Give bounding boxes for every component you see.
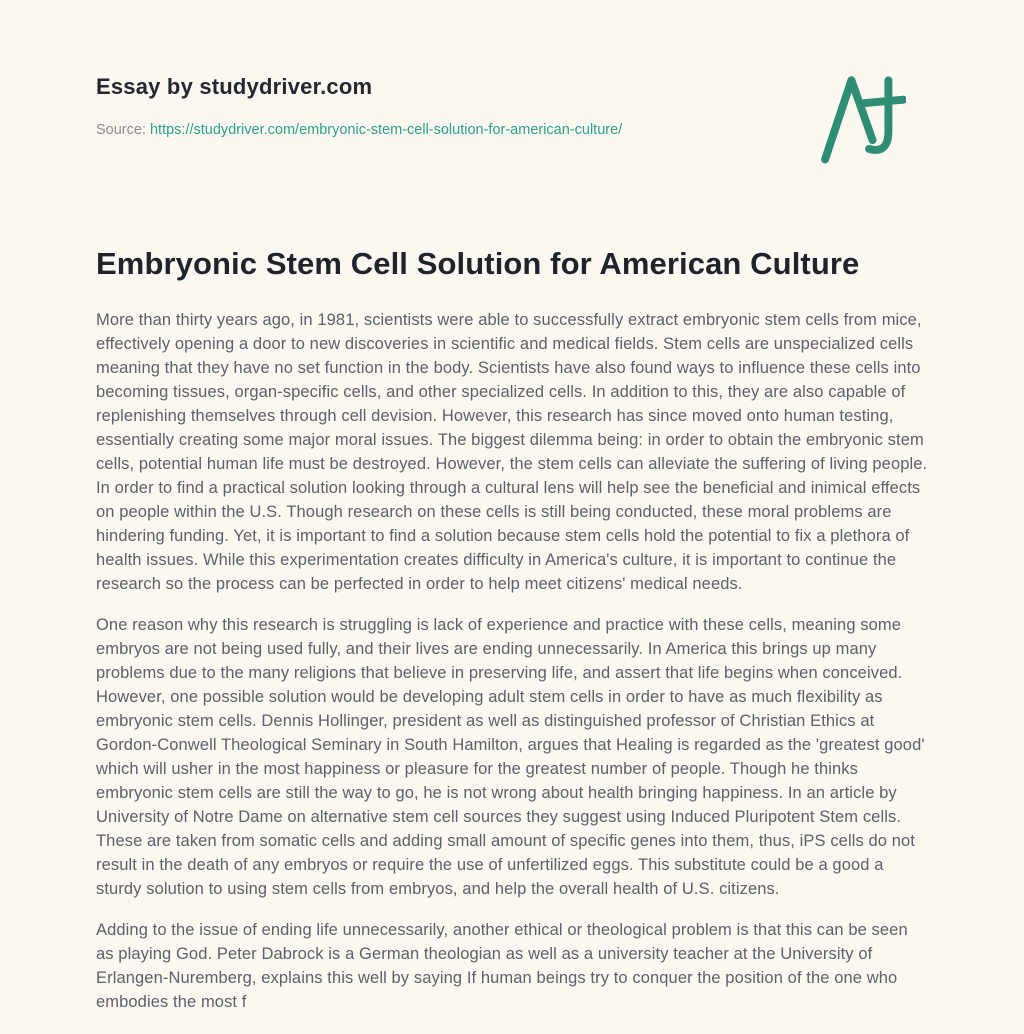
essay-paragraph: Adding to the issue of ending life unnecessarily, another ethical or theological problem is that this can be seen as playing God. Peter Dabrock is a German theologian as well as a university teacher at the University of Erlangen-Nuremberg, explains this well by saying If human beings try to conquer the position of the one who embodies the most f	[96, 921, 908, 1011]
source-label: Source:	[96, 122, 146, 138]
source-link[interactable]: https://studydriver.com/embryonic-stem-cell-solution-for-american-culture/	[149, 122, 623, 138]
studydriver-logo-icon	[818, 72, 906, 166]
source-line	[96, 122, 928, 138]
essay-paragraph: One reason why this research is struggling is lack of experience and practice with these cells, meaning some embryos are not being used fully, and their lives are ending unnecessarily. In America this brings up many problems due to the many religions that believe in preserving life, and assert that life begins when conceived. However, one possible solution would be developing adult stem cells in order to have as much flexibility as embryonic stem cells. Dennis Hollinger, president as well as distinguished professor of Christian Ethics at Gordon-Conwell Theological Seminary in South Hamilton, argues that Healing is regarded as the 'greatest good' which will usher in the most happiness or pleasure for the greatest number of people. Though he thinks embryonic stem cells are still the way to go, he is not wrong about health bringing happiness. In an article by University of Notre Dame on alternative stem cell sources they suggest using Induced Pluripotent Stem cells. These are taken from somatic cells and adding small amount of specific genes into them, thus, iPS cells do not result in the death of any embryos or require the use of unfertilized eggs. This substitute could be a good a sturdy solution to using stem cells from embryos, and help the overall health of U.S. citizens.	[96, 616, 925, 898]
page-header	[96, 74, 928, 138]
essay-title: Embryonic Stem Cell Solution for American Culture	[96, 246, 860, 281]
byline: Essay by studydriver.com	[96, 74, 373, 99]
studydriver-logo	[818, 72, 906, 166]
essay-paragraph: More than thirty years ago, in 1981, scientists were able to successfully extract embryonic stem cells from mice, effectively opening a door to new discoveries in scientific and medical fields. Stem cells are unspecialized cells meaning that they have no set function in the body. Scientists have also found ways to influence these cells into becoming tissues, organ-specific cells, and other specialized cells. In addition to this, they are also capable of replenishing themselves through cell devision. However, this research has since moved onto human testing, essentially creating some major moral issues. The biggest dilemma being: in order to obtain the embryonic stem cells, potential human life must be destroyed. However, the stem cells can alleviate the suffering of living people. In order to find a practical solution looking through a cultural lens will help see the beneficial and inimical effects on people within the U.S. Though research on these cells is still being conducted, these moral problems are hindering funding. Yet, it is important to find a solution because stem cells hold the potential to fix a plethora of health issues. While this experimentation creates difficulty in America's culture, it is important to continue the research so the process can be perfected in order to help meet citizens' medical needs.	[96, 311, 928, 593]
essay-body	[96, 308, 928, 1014]
